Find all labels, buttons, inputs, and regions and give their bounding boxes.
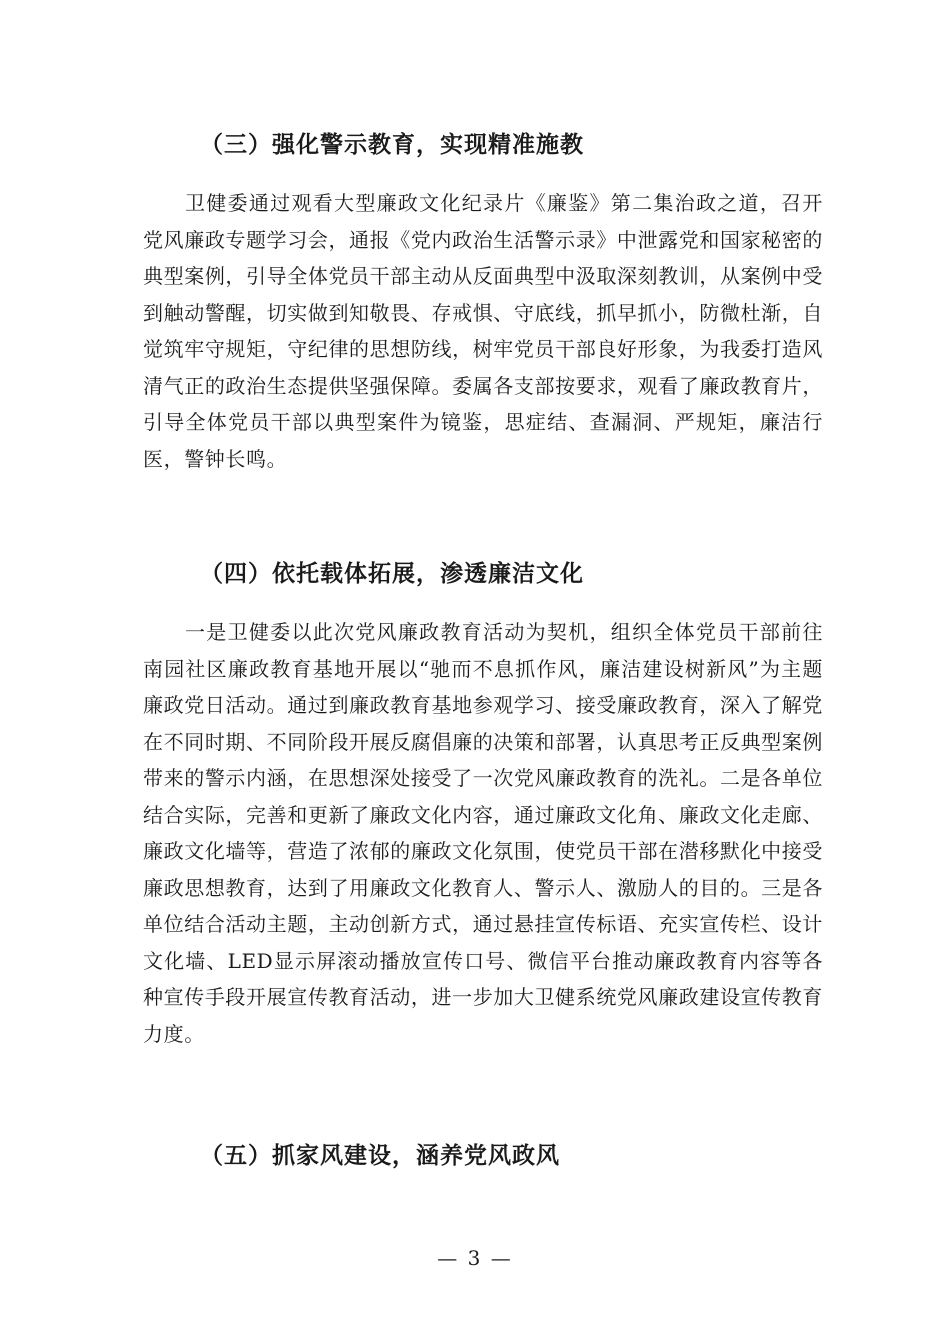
section-heading-5: （五）抓家风建设，涵养党风政风 [200, 1143, 560, 1169]
section-paragraph-3: 卫健委通过观看大型廉政文化纪录片《廉鉴》第二集治政之道，召开党风廉政专题学习会，通报《党内政治生活警示录》中泄露党和国家秘密的典型案例，引导全体党员干部主动从反面典型中汲取深刻教训，从案例中受到触动警醒，切实做到知敬畏、存戒惧、守底线，抓早抓小，防微杜渐，自觉筑牢守规矩，守纪律的思想防线，树牢党员干部良好形象，为我委打造风清气正的政治生态提供坚强保障。委属各支部按要求，观看了廉政教育片，引导全体党员干部以典型案件为镜鉴，思症结、查漏洞、严规矩，廉洁行医，警钟长鸣。 [143, 191, 823, 471]
page-number: — 3 — [437, 1246, 513, 1270]
section-paragraph-4: 一是卫健委以此次党风廉政教育活动为契机，组织全体党员干部前往南园社区廉政教育基地开展以“驰而不息抓作风，廉洁建设树新风”为主题廉政党日活动。通过到廉政教育基地参观学习、接受廉政教育，深入了解党在不同时期、不同阶段开展反腐倡廉的决策和部署，认真思考正反典型案例带来的警示内涵，在思想深处接受了一次党风廉政教育的洗礼。二是各单位结合实际，完善和更新了廉政文化内容，通过廉政文化角、廉政文化走廊、廉政文化墙等，营造了浓郁的廉政文化氛围，使党员干部在潜移默化中接受廉政思想教育，达到了用廉政文化教育人、警示人、激励人的目的。三是各单位结合活动主题，主动创新方式，通过悬挂宣传标语、充实宣传栏、设计文化墙、LED显示屏滚动播放宣传口号、微信平台推动廉政教育内容等各种宣传手段开展宣传教育活动，进一步加大卫健系统党风廉政建设宣传教育力度。 [143, 620, 823, 1046]
section-heading-3: （三）强化警示教育，实现精准施教 [200, 132, 584, 158]
section-heading-4: （四）依托载体拓展，渗透廉洁文化 [200, 561, 584, 587]
